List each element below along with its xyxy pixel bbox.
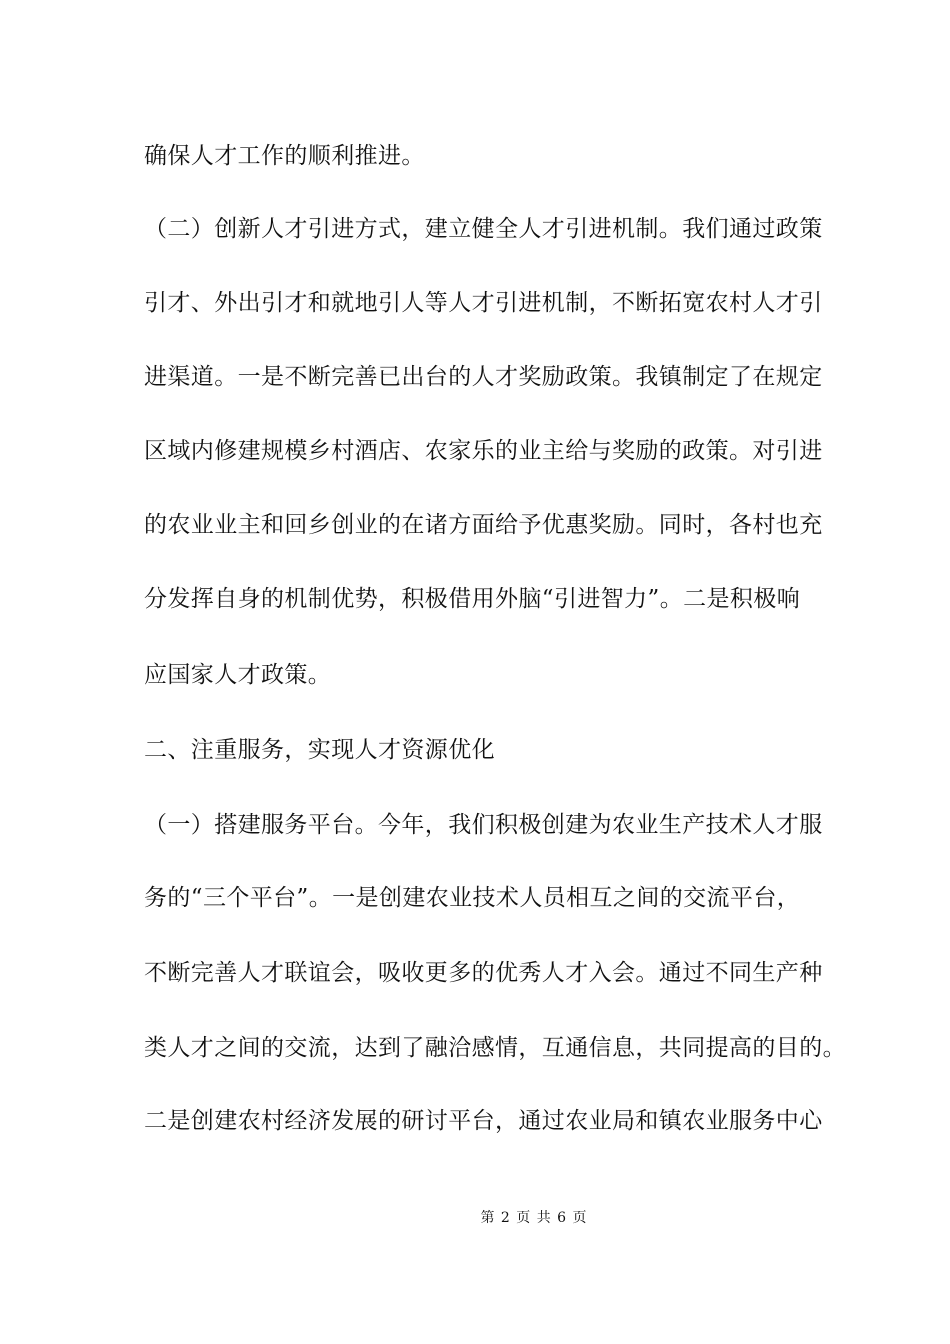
text-line: 的农业业主和回乡创业的在诸方面给予优惠奖励。同时，各村也充 (144, 512, 823, 538)
section-heading: 二、注重服务，实现人才资源优化 (144, 737, 495, 763)
text-line: 应国家人才政策。 (144, 662, 332, 688)
text-line: 不断完善人才联谊会，吸收更多的优秀人才入会。通过不同生产种 (144, 960, 823, 986)
page-number-footer: 第 2 页 共 6 页 (480, 1210, 588, 1226)
text-line: （二）创新人才引进方式，建立健全人才引进机制。我们通过政策 (144, 216, 823, 242)
text-line: 分发挥自身的机制优势，积极借用外脑“引进智力”。二是积极响 (144, 586, 801, 612)
text-line: 类人才之间的交流，达到了融洽感情，互通信息，共同提高的目的。 (144, 1035, 846, 1061)
text-line: 确保人才工作的顺利推进。 (144, 143, 425, 169)
text-line: 引才、外出引才和就地引人等人才引进机制，不断拓宽农村人才引 (144, 290, 823, 316)
text-line: 区域内修建规模乡村酒店、农家乐的业主给与奖励的政策。对引进 (144, 438, 823, 464)
text-line: 进渠道。一是不断完善已出台的人才奖励政策。我镇制定了在规定 (144, 364, 823, 390)
text-line: 务的“三个平台”。一是创建农业技术人员相互之间的交流平台， (144, 885, 801, 911)
text-line: （一）搭建服务平台。今年，我们积极创建为农业生产技术人才服 (144, 812, 823, 838)
text-line: 二是创建农村经济发展的研讨平台，通过农业局和镇农业服务中心 (144, 1108, 823, 1134)
